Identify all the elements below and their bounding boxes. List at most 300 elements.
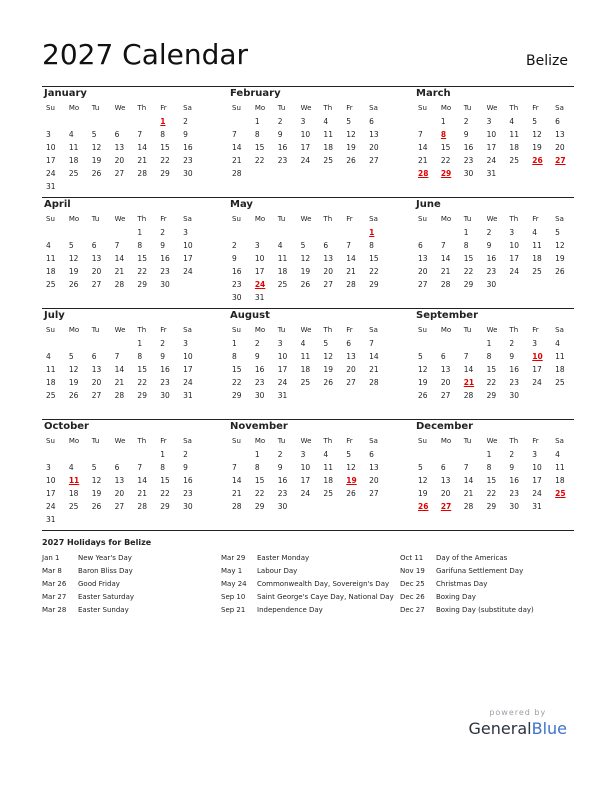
- weekday-label: Tu: [91, 215, 100, 223]
- empty-cell: [251, 226, 274, 239]
- day-cell: 20: [440, 378, 451, 387]
- day-cell: 15: [463, 254, 474, 263]
- weekday-label: Tu: [277, 326, 286, 334]
- holiday-date: May 1: [221, 567, 243, 575]
- day-cell: 4: [68, 463, 74, 472]
- weekday-label: Sa: [555, 437, 564, 445]
- day-cell: 9: [183, 130, 188, 139]
- day-cell: 15: [232, 365, 242, 374]
- day-cell: 1: [160, 450, 166, 459]
- holiday-date: Mar 29: [221, 554, 246, 562]
- weekday-label: Su: [418, 437, 427, 445]
- day-cell: 5: [91, 130, 97, 139]
- day-cell: 7: [463, 352, 469, 361]
- day-grid: [414, 115, 574, 180]
- day-cell: 12: [91, 476, 102, 485]
- day-cell: 9: [277, 463, 283, 472]
- weekday-label: Th: [509, 215, 519, 223]
- day-cell: 3: [277, 339, 283, 348]
- day-cell: 18: [68, 156, 79, 165]
- day-cell: 17: [300, 476, 311, 485]
- weekday-label: Tu: [277, 104, 286, 112]
- holiday-item: [42, 604, 217, 617]
- weekday-label: Tu: [463, 104, 472, 112]
- empty-cell: [437, 337, 460, 350]
- holiday-day: 27: [555, 156, 566, 165]
- month-name: July: [44, 310, 65, 321]
- weekday-label: We: [300, 215, 312, 223]
- weekday-label: Su: [46, 215, 55, 223]
- weekday-label: Th: [509, 326, 519, 334]
- holiday-day: 28: [418, 169, 429, 178]
- day-cell: 11: [509, 130, 519, 139]
- holiday-date: Jan 1: [42, 554, 60, 562]
- day-cell: 14: [418, 143, 428, 152]
- day-cell: 7: [114, 352, 120, 361]
- day-cell: 31: [277, 391, 288, 400]
- holiday-item: [221, 604, 396, 617]
- holiday-date: Dec 27: [400, 606, 425, 614]
- day-cell: 2: [232, 241, 237, 250]
- weekday-label: Fr: [532, 437, 539, 445]
- weekday-label: We: [114, 215, 126, 223]
- day-cell: 3: [183, 339, 188, 348]
- day-cell: 4: [300, 339, 306, 348]
- holiday-date: Mar 28: [42, 606, 67, 614]
- day-cell: 5: [68, 352, 74, 361]
- day-cell: 14: [114, 254, 125, 263]
- day-cell: 23: [160, 267, 170, 276]
- day-cell: 5: [555, 228, 560, 237]
- day-cell: 26: [91, 502, 102, 511]
- weekday-label: Fr: [346, 437, 353, 445]
- holiday-date: Nov 19: [400, 567, 425, 575]
- weekday-label: Sa: [183, 437, 192, 445]
- holiday-item: [42, 552, 217, 565]
- day-cell: 29: [137, 280, 147, 289]
- day-cell: 28: [463, 391, 474, 400]
- holiday-item: [400, 591, 575, 604]
- day-cell: 14: [463, 365, 474, 374]
- day-cell: 10: [183, 241, 193, 250]
- weekday-header: [42, 101, 202, 115]
- day-grid: [42, 448, 202, 526]
- day-grid: [414, 226, 574, 291]
- day-cell: 12: [300, 254, 311, 263]
- day-cell: 17: [277, 365, 288, 374]
- day-cell: 14: [232, 476, 242, 485]
- day-cell: 7: [137, 463, 143, 472]
- weekday-label: Mo: [254, 104, 266, 112]
- weekday-label: Fr: [532, 326, 539, 334]
- month-name: November: [230, 421, 288, 432]
- day-cell: 22: [160, 489, 170, 498]
- day-cell: 29: [486, 391, 497, 400]
- holiday-date: Mar 8: [42, 567, 62, 575]
- brand-logo[interactable]: [469, 707, 567, 739]
- empty-cell: [297, 226, 320, 239]
- holiday-name: Independence Day: [257, 606, 323, 614]
- day-cell: 8: [232, 352, 237, 361]
- weekday-label: We: [300, 326, 312, 334]
- empty-cell: [65, 226, 88, 239]
- day-cell: 1: [486, 450, 492, 459]
- holiday-day: 11: [68, 476, 80, 485]
- holiday-item: [42, 578, 217, 591]
- day-cell: 31: [183, 391, 193, 400]
- empty-cell: [88, 115, 111, 128]
- day-cell: 6: [114, 130, 120, 139]
- empty-cell: [111, 115, 134, 128]
- day-cell: 30: [232, 293, 242, 302]
- day-cell: 25: [300, 378, 311, 387]
- weekday-label: Fr: [346, 215, 353, 223]
- day-cell: 12: [346, 463, 356, 472]
- weekday-header: [42, 434, 202, 448]
- day-cell: 20: [114, 156, 125, 165]
- day-cell: 14: [137, 143, 147, 152]
- empty-cell: [111, 448, 134, 461]
- weekday-label: Tu: [463, 215, 472, 223]
- day-cell: 25: [46, 280, 56, 289]
- day-cell: 23: [160, 378, 170, 387]
- weekday-label: Mo: [254, 326, 266, 334]
- day-cell: 1: [254, 450, 260, 459]
- day-cell: 10: [509, 241, 519, 250]
- day-cell: 23: [486, 267, 497, 276]
- day-cell: 4: [277, 241, 283, 250]
- day-cell: 1: [137, 339, 143, 348]
- day-cell: 13: [418, 254, 428, 263]
- day-cell: 4: [46, 241, 51, 250]
- weekday-label: We: [300, 437, 312, 445]
- day-cell: 13: [114, 476, 125, 485]
- day-cell: 1: [232, 339, 237, 348]
- day-cell: 13: [114, 143, 125, 152]
- day-cell: 28: [440, 280, 451, 289]
- empty-cell: [111, 226, 134, 239]
- weekday-label: Su: [232, 104, 241, 112]
- day-grid: [228, 115, 388, 180]
- weekday-label: Mo: [440, 437, 452, 445]
- day-cell: 23: [509, 378, 519, 387]
- day-cell: 6: [555, 117, 560, 126]
- day-cell: 7: [418, 130, 423, 139]
- day-cell: 17: [509, 254, 519, 263]
- holiday-date: Sep 21: [221, 606, 246, 614]
- day-cell: 11: [532, 241, 542, 250]
- quarter-row: [42, 197, 574, 308]
- weekday-label: Th: [323, 326, 333, 334]
- day-cell: 2: [509, 339, 515, 348]
- day-cell: 29: [137, 391, 147, 400]
- weekday-header: [228, 101, 388, 115]
- empty-cell: [437, 226, 460, 239]
- weekday-label: Th: [509, 437, 519, 445]
- day-cell: 26: [91, 169, 102, 178]
- holiday-name: Easter Sunday: [78, 606, 129, 614]
- day-cell: 18: [46, 378, 56, 387]
- weekday-header: [228, 434, 388, 448]
- month-name: October: [44, 421, 89, 432]
- day-cell: 1: [463, 228, 469, 237]
- day-cell: 26: [68, 391, 79, 400]
- day-cell: 16: [509, 365, 519, 374]
- day-cell: 4: [46, 352, 51, 361]
- day-cell: 3: [183, 228, 188, 237]
- weekday-header: [414, 101, 574, 115]
- empty-cell: [460, 337, 483, 350]
- day-cell: 7: [463, 463, 469, 472]
- weekday-label: Tu: [463, 437, 472, 445]
- day-cell: 2: [277, 450, 283, 459]
- day-cell: 2: [277, 117, 283, 126]
- month-name: April: [44, 199, 71, 210]
- day-cell: 3: [300, 450, 306, 459]
- day-cell: 4: [323, 450, 329, 459]
- day-cell: 20: [323, 267, 333, 276]
- holiday-date: May 24: [221, 580, 247, 588]
- day-cell: 21: [369, 365, 379, 374]
- day-cell: 19: [68, 267, 79, 276]
- day-cell: 1: [440, 117, 446, 126]
- day-cell: 9: [183, 463, 188, 472]
- holiday-day: 26: [532, 156, 543, 165]
- day-cell: 19: [418, 489, 428, 498]
- day-cell: 28: [114, 391, 125, 400]
- empty-cell: [414, 115, 437, 128]
- holiday-item: [221, 565, 396, 578]
- day-cell: 12: [68, 365, 79, 374]
- day-cell: 24: [532, 378, 542, 387]
- month-september: [414, 309, 574, 402]
- day-cell: 26: [346, 156, 356, 165]
- holiday-item: [42, 591, 217, 604]
- day-cell: 19: [91, 489, 102, 498]
- empty-cell: [228, 448, 251, 461]
- weekday-label: Su: [418, 215, 427, 223]
- weekday-label: Mo: [68, 215, 80, 223]
- day-cell: 21: [137, 489, 147, 498]
- day-cell: 1: [254, 117, 260, 126]
- day-grid: [228, 226, 388, 304]
- weekday-label: We: [114, 437, 126, 445]
- brand-name-part1: General: [468, 719, 532, 738]
- calendar-grid: [42, 86, 574, 531]
- empty-cell: [133, 115, 156, 128]
- holiday-date: Mar 26: [42, 580, 67, 588]
- day-cell: 1: [137, 228, 143, 237]
- day-cell: 11: [300, 352, 311, 361]
- holiday-date: Oct 11: [400, 554, 424, 562]
- empty-cell: [319, 226, 342, 239]
- day-cell: 16: [509, 476, 519, 485]
- weekday-label: Su: [418, 104, 427, 112]
- day-cell: 5: [300, 241, 306, 250]
- day-cell: 11: [277, 254, 288, 263]
- day-cell: 7: [232, 463, 237, 472]
- day-cell: 22: [440, 156, 451, 165]
- page-title: 2027 Calendar: [42, 38, 249, 71]
- day-cell: 23: [277, 489, 288, 498]
- empty-cell: [111, 337, 134, 350]
- day-grid: [414, 448, 574, 513]
- day-cell: 5: [323, 339, 329, 348]
- weekday-label: Th: [323, 437, 333, 445]
- day-cell: 17: [532, 476, 542, 485]
- day-cell: 13: [91, 254, 102, 263]
- day-cell: 24: [277, 378, 288, 387]
- day-cell: 26: [346, 489, 356, 498]
- day-cell: 18: [509, 143, 519, 152]
- day-cell: 30: [183, 169, 193, 178]
- empty-cell: [133, 448, 156, 461]
- month-february: [228, 87, 388, 180]
- day-cell: 25: [46, 391, 56, 400]
- holiday-item: [400, 552, 575, 565]
- day-cell: 6: [346, 339, 352, 348]
- day-cell: 24: [509, 267, 519, 276]
- day-cell: 12: [91, 143, 102, 152]
- weekday-label: Mo: [68, 104, 80, 112]
- day-cell: 6: [440, 352, 446, 361]
- holiday-column: [42, 552, 217, 617]
- day-cell: 13: [440, 476, 451, 485]
- holiday-name: Boxing Day (substitute day): [436, 606, 534, 614]
- weekday-label: Mo: [440, 326, 452, 334]
- day-cell: 9: [509, 352, 515, 361]
- day-cell: 13: [346, 352, 356, 361]
- day-cell: 14: [369, 352, 379, 361]
- month-april: [42, 198, 202, 291]
- day-cell: 17: [183, 365, 193, 374]
- day-cell: 19: [91, 156, 102, 165]
- holidays-title: 2027 Holidays for Belize: [42, 538, 152, 547]
- weekday-label: Su: [232, 326, 241, 334]
- day-cell: 18: [323, 476, 333, 485]
- day-cell: 5: [91, 463, 97, 472]
- day-cell: 23: [183, 156, 193, 165]
- powered-by-text: powered by: [489, 708, 547, 717]
- day-cell: 27: [418, 280, 428, 289]
- day-cell: 31: [532, 502, 542, 511]
- day-cell: 3: [46, 463, 51, 472]
- day-cell: 23: [183, 489, 193, 498]
- day-cell: 15: [369, 254, 379, 263]
- holiday-item: [221, 552, 396, 565]
- day-cell: 8: [137, 352, 143, 361]
- day-cell: 13: [369, 463, 379, 472]
- day-cell: 20: [114, 489, 125, 498]
- day-cell: 30: [160, 280, 170, 289]
- day-cell: 8: [463, 241, 469, 250]
- month-name: September: [416, 310, 478, 321]
- weekday-label: Fr: [160, 215, 167, 223]
- day-cell: 18: [555, 365, 565, 374]
- day-cell: 22: [160, 156, 170, 165]
- weekday-label: Tu: [277, 215, 286, 223]
- day-cell: 12: [418, 365, 428, 374]
- holiday-name: Easter Monday: [257, 554, 310, 562]
- holiday-day: 26: [418, 502, 429, 511]
- day-cell: 23: [509, 489, 519, 498]
- weekday-label: Mo: [68, 326, 80, 334]
- day-cell: 15: [137, 365, 147, 374]
- weekday-label: Sa: [555, 326, 564, 334]
- day-cell: 4: [68, 130, 74, 139]
- weekday-label: Sa: [369, 215, 378, 223]
- weekday-label: We: [486, 326, 498, 334]
- day-cell: 21: [346, 267, 356, 276]
- day-cell: 25: [277, 280, 288, 289]
- day-cell: 22: [463, 267, 474, 276]
- day-cell: 29: [160, 169, 170, 178]
- holiday-day: 1: [369, 228, 375, 237]
- day-cell: 16: [486, 254, 497, 263]
- month-december: [414, 420, 574, 513]
- holiday-column: [400, 552, 575, 617]
- day-cell: 2: [183, 117, 188, 126]
- day-cell: 24: [300, 489, 311, 498]
- brand-name-part2: Blue: [531, 719, 567, 738]
- day-cell: 26: [68, 280, 79, 289]
- day-cell: 8: [486, 352, 492, 361]
- day-cell: 28: [369, 378, 379, 387]
- weekday-label: Fr: [160, 326, 167, 334]
- day-cell: 26: [300, 280, 311, 289]
- weekday-header: [42, 212, 202, 226]
- holiday-day: 1: [160, 117, 166, 126]
- day-cell: 8: [160, 463, 166, 472]
- weekday-label: Th: [323, 215, 333, 223]
- day-cell: 31: [486, 169, 497, 178]
- weekday-label: Sa: [555, 104, 564, 112]
- weekday-header: [228, 212, 388, 226]
- day-cell: 16: [183, 143, 193, 152]
- holiday-day: 25: [555, 489, 566, 498]
- day-cell: 7: [369, 339, 374, 348]
- day-cell: 6: [114, 463, 120, 472]
- day-cell: 27: [346, 378, 356, 387]
- day-cell: 16: [277, 143, 288, 152]
- weekday-label: Tu: [277, 437, 286, 445]
- day-cell: 8: [160, 130, 166, 139]
- day-cell: 10: [183, 352, 193, 361]
- day-cell: 25: [509, 156, 519, 165]
- day-cell: 2: [463, 117, 469, 126]
- empty-cell: [88, 337, 111, 350]
- holiday-name: Garifuna Settlement Day: [436, 567, 524, 575]
- day-cell: 4: [532, 228, 538, 237]
- day-cell: 9: [463, 130, 469, 139]
- day-cell: 14: [346, 254, 356, 263]
- holiday-date: Mar 27: [42, 593, 67, 601]
- day-cell: 14: [440, 254, 451, 263]
- day-cell: 2: [509, 450, 515, 459]
- holiday-item: [400, 565, 575, 578]
- day-cell: 17: [46, 156, 56, 165]
- day-cell: 21: [418, 156, 428, 165]
- day-cell: 11: [555, 352, 565, 361]
- day-cell: 12: [346, 130, 356, 139]
- day-cell: 30: [463, 169, 474, 178]
- day-cell: 6: [91, 352, 97, 361]
- day-cell: 27: [440, 391, 451, 400]
- day-cell: 11: [46, 365, 56, 374]
- empty-cell: [414, 448, 437, 461]
- weekday-label: Tu: [91, 437, 100, 445]
- day-cell: 28: [463, 502, 474, 511]
